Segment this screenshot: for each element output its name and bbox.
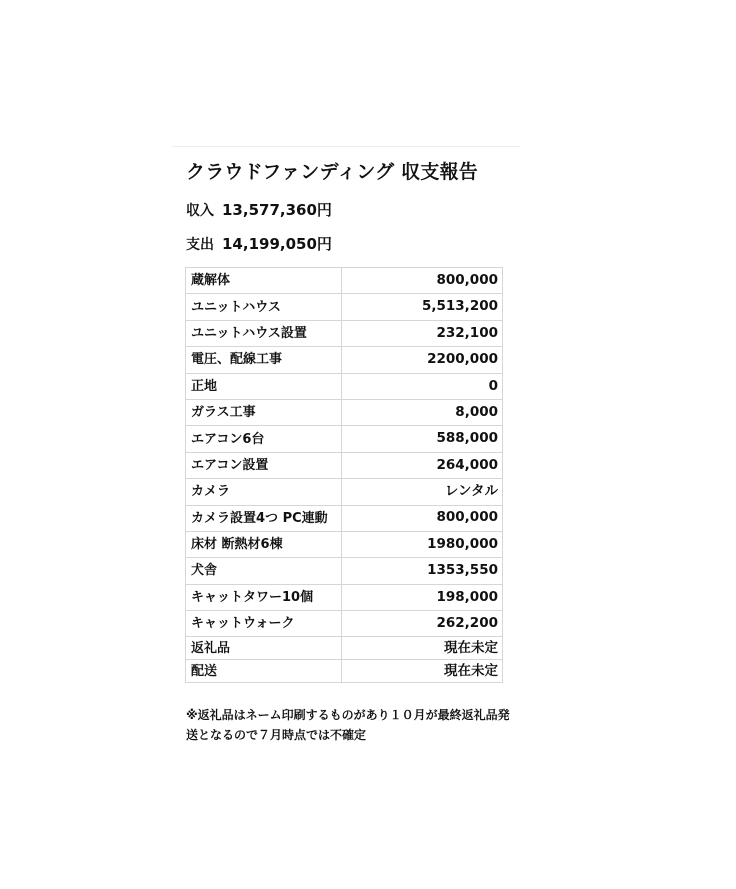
item-value: 現在未定 — [342, 637, 503, 660]
table-row — [186, 660, 503, 683]
table-row — [186, 347, 503, 373]
table-row — [186, 611, 503, 637]
table-row — [186, 373, 503, 399]
item-label: カメラ設置4つ PC連動 — [186, 505, 342, 531]
table-row — [186, 558, 503, 584]
top-divider — [172, 146, 520, 147]
table-row — [186, 399, 503, 425]
page-title: クラウドファンディング 収支報告 — [186, 161, 478, 183]
item-label: エアコン6台 — [186, 426, 342, 452]
item-value: 198,000 — [342, 584, 503, 610]
footnote: ※返礼品はネーム印刷するものがあり１０月が最終返礼品発送となるので７月時点では不確定 — [186, 708, 510, 742]
item-label: 蔵解体 — [186, 268, 342, 294]
table-row — [186, 505, 503, 531]
item-value: 1980,000 — [342, 531, 503, 557]
item-label: ガラス工事 — [186, 399, 342, 425]
item-label: 配送 — [186, 660, 342, 683]
item-value: 262,200 — [342, 611, 503, 637]
income-summary — [186, 199, 332, 220]
item-label: ユニットハウス — [186, 294, 342, 320]
item-label: 床材 断熱材6棟 — [186, 531, 342, 557]
table-row — [186, 426, 503, 452]
item-value: 現在未定 — [342, 660, 503, 683]
item-label: 電圧、配線工事 — [186, 347, 342, 373]
expense-label: 支出 — [186, 237, 214, 253]
table-row — [186, 452, 503, 478]
item-value: 8,000 — [342, 399, 503, 425]
item-label: 犬舎 — [186, 558, 342, 584]
item-label: カメラ — [186, 479, 342, 505]
item-label: エアコン設置 — [186, 452, 342, 478]
expense-amount: 14,199,050円 — [222, 235, 332, 253]
item-label: 正地 — [186, 373, 342, 399]
table-row — [186, 320, 503, 346]
item-value: 232,100 — [342, 320, 503, 346]
item-value: 800,000 — [342, 268, 503, 294]
table-row — [186, 531, 503, 557]
expense-table — [185, 267, 503, 683]
table-row — [186, 584, 503, 610]
item-value: 800,000 — [342, 505, 503, 531]
table-row — [186, 637, 503, 660]
item-value: 5,513,200 — [342, 294, 503, 320]
item-value: レンタル — [342, 479, 503, 505]
item-value: 264,000 — [342, 452, 503, 478]
item-label: 返礼品 — [186, 637, 342, 660]
table-row — [186, 479, 503, 505]
income-amount: 13,577,360円 — [222, 201, 332, 219]
income-label: 収入 — [186, 203, 214, 219]
table-row — [186, 294, 503, 320]
expense-summary — [186, 233, 332, 254]
item-label: キャットウォーク — [186, 611, 342, 637]
item-value: 588,000 — [342, 426, 503, 452]
item-value: 2200,000 — [342, 347, 503, 373]
item-label: キャットタワー10個 — [186, 584, 342, 610]
item-value: 1353,550 — [342, 558, 503, 584]
item-label: ユニットハウス設置 — [186, 320, 342, 346]
item-value: 0 — [342, 373, 503, 399]
table-row — [186, 268, 503, 294]
